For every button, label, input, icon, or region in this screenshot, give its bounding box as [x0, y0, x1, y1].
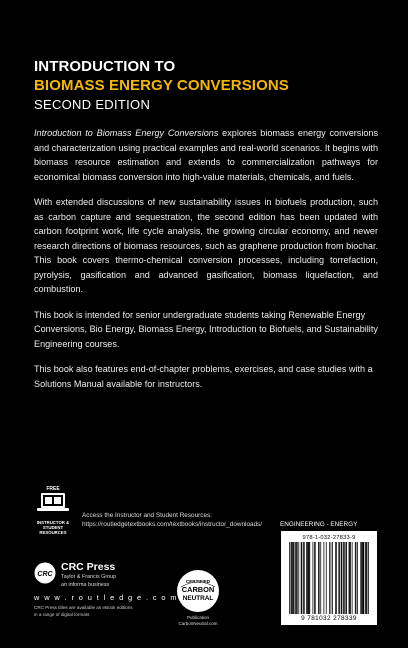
barcode-bar — [314, 542, 315, 614]
book-description — [34, 126, 378, 402]
paragraph-3: This book is intended for senior undergraduate students taking Renewable Energy Conversions, Bio Energy, Biomass Energy, Introduction to Biofuels, and Sustainability Engineering courses. — [34, 309, 378, 349]
barcode-bar — [335, 542, 336, 614]
barcode-bar — [349, 542, 350, 614]
paragraph-1 — [34, 126, 378, 184]
barcode-bar — [360, 542, 361, 614]
barcode-bar — [332, 542, 333, 614]
barcode-bar — [326, 542, 327, 614]
carbon-certified-text: CERTIFIED — [185, 579, 211, 584]
barcode-bar — [320, 542, 321, 614]
barcode-bar — [342, 542, 343, 614]
crc-logo-text: CRC — [37, 571, 53, 578]
barcode-bar — [368, 542, 369, 614]
barcode-bar — [363, 542, 364, 614]
barcode-bar — [319, 542, 320, 614]
paragraph-4: This book also features end-of-chapter problems, exercises, and case studies with a Solutions Manual available for instructors. — [34, 364, 373, 389]
title-line-2: BIOMASS ENERGY CONVERSIONS — [34, 77, 289, 94]
title-block — [34, 58, 289, 114]
barcode-bar — [306, 542, 307, 614]
barcode-bar — [352, 542, 353, 614]
free-label: FREE — [46, 486, 60, 492]
barcode-bar — [313, 542, 314, 614]
barcode-bar — [349, 542, 350, 614]
barcode-bar — [302, 542, 303, 614]
barcode-bar — [336, 542, 337, 614]
barcode-icon — [289, 542, 369, 614]
barcode-bar — [289, 542, 290, 614]
free-resources-badge — [33, 486, 73, 542]
barcode-bar — [365, 542, 366, 614]
barcode-bar — [350, 542, 351, 614]
barcode-bar — [307, 542, 308, 614]
barcode-bar — [361, 542, 362, 614]
barcode-bar — [356, 542, 357, 614]
barcode-bar — [355, 542, 356, 614]
barcode-bar — [357, 542, 358, 614]
barcode-bar — [366, 542, 367, 614]
barcode-bar — [291, 542, 292, 614]
barcode-bar — [329, 542, 330, 614]
barcode-bar — [295, 542, 296, 614]
ebook-line-1: CRC Press titles are available as eBook editions — [34, 605, 133, 610]
barcode-bar — [291, 542, 292, 614]
barcode-bar — [345, 542, 346, 614]
barcode-bar — [294, 542, 295, 614]
badge-caption: INSTRUCTOR & STUDENT RESOURCES — [36, 520, 70, 535]
isbn-top-text: 978-1-032-27833-9 — [302, 535, 356, 541]
barcode-bar — [344, 542, 345, 614]
carbon-publication: Publication — [186, 615, 209, 620]
barcode-bar — [292, 542, 293, 614]
barcode-bar — [303, 542, 304, 614]
barcode-bar — [346, 542, 347, 614]
barcode-bar — [293, 542, 294, 614]
edition-label: SECOND EDITION — [34, 97, 151, 112]
publisher-informa: an informa business — [61, 582, 110, 588]
ebook-note — [34, 605, 133, 618]
resources-url[interactable]: https://routledgetextbooks.com/textbooks/instructor_downloads/ — [82, 521, 263, 528]
crc-logo-icon — [34, 562, 56, 584]
barcode-bar — [362, 542, 363, 614]
barcode-bar — [338, 542, 339, 614]
ebook-line-2: in a range of digital formats — [34, 611, 90, 617]
barcode-bar — [343, 542, 344, 614]
carbon-site: CarbonNeutral.com — [178, 621, 218, 626]
publisher-group: Taylor & Francis Group — [61, 574, 117, 580]
book-title-italic: Introduction to Biomass Energy Conversions — [34, 128, 219, 138]
subject-category: ENGINEERING - ENERGY — [280, 521, 358, 528]
title-line-1: INTRODUCTION TO — [34, 58, 176, 75]
resources-note — [82, 511, 262, 529]
resources-line: Access the Instructor and Student Resources: — [82, 512, 213, 519]
barcode-bar — [297, 542, 298, 614]
barcode-bar — [339, 542, 340, 614]
paragraph-2: With extended discussions of new sustainability issues in biofuels production, such as carbon capture and sequestration, the second edition has been updated with carbon footprint work, life cycle analysis, the growing circular economy, and newer research directions of biomass resources, such as graphene production from biochar. This book covers thermo-chemical conversion processes, including torrefaction, pyrolysis, gasification and advanced gasification, biomass liquefaction, and combustion. — [34, 197, 378, 294]
barcode-bar — [364, 542, 365, 614]
neutral-word: NEUTRAL — [182, 595, 214, 602]
paragraph-1-text: explores biomass energy conversions and characterization using practical examples and real-world scenarios. It begins with biomass resource estimation and extends to commercialization pathways for economical biomass conversion into high-value materials, chemicals, and fuels. — [34, 128, 379, 182]
barcode-bar — [318, 542, 319, 614]
carbon-word: CARBON — [181, 585, 215, 594]
laptop-book-icon — [33, 492, 73, 514]
isbn-barcode-box — [281, 531, 377, 625]
barcode-bar — [296, 542, 297, 614]
barcode-bar — [309, 542, 310, 614]
isbn-bottom-text: 9 781032 278339 — [301, 615, 357, 622]
barcode-bar — [324, 542, 325, 614]
barcode-bar — [308, 542, 309, 614]
barcode-bar — [341, 542, 342, 614]
carbon-neutral-logo-icon — [175, 568, 221, 614]
barcode-bar — [331, 542, 332, 614]
barcode-bar — [301, 542, 302, 614]
publisher-website[interactable]: w w w . r o u t l e d g e . c o m — [34, 593, 178, 602]
barcode-bar — [315, 542, 316, 614]
barcode-bar — [367, 542, 368, 614]
carbon-publication-note — [168, 615, 228, 627]
barcode-bar — [309, 542, 310, 614]
barcode-bar — [298, 542, 299, 614]
publisher-name: CRC Press — [61, 561, 116, 573]
barcode-bar — [304, 542, 305, 614]
